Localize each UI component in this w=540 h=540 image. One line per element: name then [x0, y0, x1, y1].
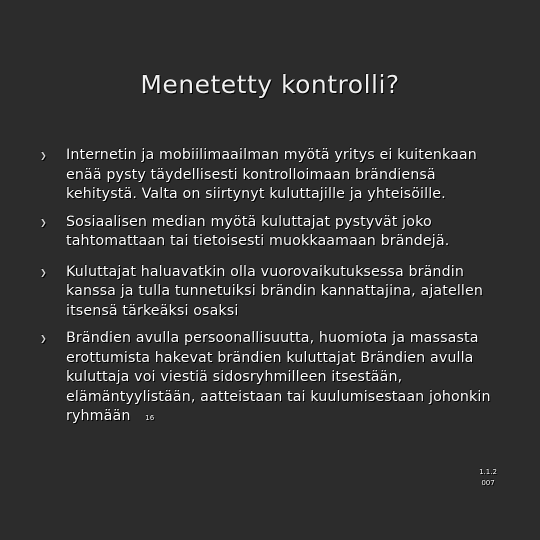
- chevron-right-icon: ❯: [40, 334, 47, 343]
- bullet-text: Kuluttajat haluavatkin olla vuorovaikutuksessa brändin kanssa ja tulla tunnetuiksi brändin kannattajina, ajatellen itsensä tärkeäksi osaksi: [66, 263, 484, 319]
- slide-title: Menetetty kontrolli?: [140, 70, 400, 99]
- footnote-marker: 16: [145, 414, 155, 422]
- bullet-item: [40, 213, 508, 252]
- bullet-item: [40, 146, 508, 205]
- chevron-right-icon: ❯: [40, 217, 47, 227]
- bullet-text: Sosiaalisen median myötä kuluttajat pystyvät joko tahtomattaan tai tietoisesti muokkaamaan brändejä.: [66, 213, 450, 249]
- bullet-item: [40, 263, 508, 322]
- page-number-line1: 1.1.2: [479, 468, 497, 476]
- bullet-text: Brändien avulla persoonallisuutta, huomiota ja massasta erottumista hakevat brändien kuluttajat Brändien avulla kuluttaja voi viestiä sidosryhmilleen itsestään, elämäntyylistään, aatteistaan tai kuulumisestaan johonkin ryhmään: [66, 330, 491, 424]
- bullet-text: Internetin ja mobiilimaailman myötä yritys ei kuitenkaan enää pysty täydellisesti kontrolloimaan brändiensä kehitystä. Valta on siirtynyt kuluttajille ja yhteisöille.: [66, 147, 477, 202]
- page-number: [476, 467, 500, 489]
- bullet-item: [40, 329, 508, 429]
- chevron-right-icon: ❯: [40, 151, 47, 160]
- bullet-list: [40, 146, 508, 437]
- chevron-right-icon: ❯: [40, 267, 47, 277]
- page-number-line2: 007: [481, 479, 495, 487]
